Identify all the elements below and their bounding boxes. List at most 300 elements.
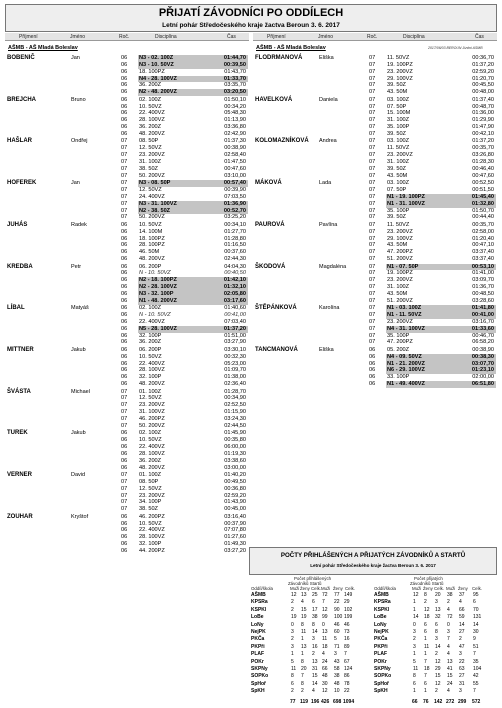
entry-row	[253, 138, 497, 145]
entry-time: 01:43,90	[224, 499, 246, 506]
event-name: 43. 50M	[387, 89, 408, 96]
event-name: N6 - 29. 100VZ	[387, 367, 425, 374]
event-cell	[138, 117, 248, 124]
summary-value: 2	[291, 636, 294, 643]
entry-time: 01:36,90	[223, 200, 246, 207]
summary-value: 12	[322, 688, 328, 695]
summary-value: 15	[312, 673, 318, 680]
summary-value: 0	[291, 621, 294, 628]
event-name: N1 - 49. 400VZ	[387, 381, 425, 388]
entry-row	[253, 229, 497, 236]
summary-value: 5	[413, 658, 416, 665]
entry-row	[253, 131, 497, 138]
event-cell	[386, 305, 496, 312]
summary-value: 131	[473, 614, 482, 621]
entry-time: 00:34,20	[224, 103, 246, 110]
summary-value: 14	[413, 614, 419, 621]
birth-year: 06	[121, 457, 128, 464]
summary-value: 8	[301, 621, 304, 628]
event-name: 28. 100VZ	[139, 117, 165, 124]
event-cell	[386, 242, 496, 249]
event-name: 34. 100P	[139, 499, 162, 506]
entry-row	[5, 430, 249, 437]
birth-year: 07	[121, 165, 128, 172]
summary-club: LoNy	[374, 621, 387, 628]
summary-club: LoBe	[251, 614, 264, 621]
summary-sub-right: Závodníků Startů	[410, 581, 444, 586]
summary-value: 17	[312, 606, 318, 613]
birth-year: 06	[121, 263, 128, 270]
summary-value: 2	[312, 651, 315, 658]
birth-year: 07	[369, 325, 376, 332]
summary-value: 3	[435, 599, 438, 606]
event-name: N4 - 31. 100VZ	[387, 325, 425, 332]
entry-time: 00:36,80	[224, 485, 246, 492]
birth-year: 07	[121, 388, 128, 395]
event-name: 22. 400VZ	[139, 318, 165, 325]
entry-time: 03:07,70	[471, 360, 494, 367]
athlete-surname: MITTNER	[7, 346, 34, 353]
right-column-header	[253, 33, 497, 41]
summary-club: PKČa	[251, 636, 265, 643]
event-cell	[138, 339, 248, 346]
event-name: 31. 100Z	[387, 158, 410, 165]
entry-time: 00:34,10	[224, 221, 246, 228]
event-name: 48. 200VZ	[139, 381, 165, 388]
event-cell	[386, 229, 496, 236]
event-name: 43. 50M	[387, 172, 408, 179]
entry-row	[253, 264, 497, 271]
event-cell	[138, 180, 248, 187]
event-name: N2 - 18. 100PZ	[139, 277, 177, 284]
birth-year: 06	[121, 103, 128, 110]
entry-row	[5, 110, 249, 117]
entry-row	[5, 222, 249, 229]
summary-col-header: Ženy	[458, 586, 468, 591]
athlete-surname: HOFEREK	[7, 180, 37, 187]
event-name: 29. 100VZ	[387, 235, 413, 242]
birth-year: 07	[369, 103, 376, 110]
athlete-firstname: Daniela	[319, 96, 338, 103]
entry-row	[5, 367, 249, 374]
entry-row	[253, 374, 497, 381]
summary-value: 4	[459, 599, 462, 606]
summary-value: 89	[344, 643, 350, 650]
entry-time: 00:57,40	[223, 180, 246, 187]
summary-group-right: Počet přijatých	[414, 576, 443, 581]
entry-time: 00:47,60	[224, 165, 246, 172]
event-cell	[386, 326, 496, 333]
event-cell	[138, 347, 248, 354]
event-name: 33. 100P	[387, 374, 410, 381]
summary-value: 1	[413, 606, 416, 613]
athlete-firstname: Matyáš	[71, 305, 89, 312]
entry-time: 00:37,90	[224, 520, 246, 527]
event-name: 12. 50VZ	[139, 485, 162, 492]
summary-value: 14	[312, 629, 318, 635]
event-cell	[138, 284, 248, 291]
birth-year: 07	[369, 305, 376, 312]
entry-row	[5, 284, 249, 291]
summary-value: 11	[413, 666, 419, 672]
event-name: N4 - 28. 100VZ	[139, 75, 177, 82]
birth-year: 06	[121, 96, 128, 103]
summary-value: 3	[291, 629, 294, 635]
entry-time: 03:20,50	[223, 89, 246, 96]
birth-year: 06	[121, 353, 128, 360]
birth-year: 07	[369, 117, 376, 124]
summary-total: 272	[446, 699, 455, 705]
entry-time: 01:38,00	[224, 374, 246, 381]
entry-row	[5, 145, 249, 152]
birth-year: 06	[121, 450, 128, 457]
summary-value: 13	[322, 629, 328, 635]
event-name: 31. 100Z	[387, 284, 410, 291]
birth-year: 07	[121, 472, 128, 478]
event-name: 44. 200PZ	[139, 547, 165, 554]
summary-value: 6	[413, 680, 416, 687]
event-name: 22. 400VZ	[139, 527, 165, 534]
event-cell	[138, 514, 248, 521]
entry-row	[5, 256, 249, 263]
summary-value: 10	[334, 688, 340, 695]
birth-year: 07	[369, 214, 376, 221]
entry-row	[5, 326, 249, 333]
event-name: 48. 200VZ	[139, 256, 165, 263]
entry-time: 01:37,20	[472, 138, 494, 145]
entry-row	[5, 506, 249, 513]
entry-row	[253, 298, 497, 305]
entry-row	[5, 180, 249, 187]
entry-time: 00:41,00	[224, 312, 246, 319]
club-heading-left: AŠMB - AŠ Mladá Boleslav	[8, 45, 78, 51]
summary-value: 22	[459, 658, 465, 665]
summary-value: 48	[334, 680, 340, 687]
summary-total: 1094	[343, 699, 355, 705]
birth-year: 07	[121, 207, 128, 214]
entry-row	[253, 312, 497, 319]
birth-year: 07	[121, 485, 128, 492]
summary-value: 11	[424, 643, 430, 650]
entry-time: 00:53,10	[471, 263, 494, 270]
summary-value: 12	[413, 592, 419, 598]
event-name: 10. 50VZ	[139, 103, 162, 110]
entry-row	[253, 339, 497, 346]
event-name: 02. 100Z	[139, 305, 162, 312]
summary-value: 13	[435, 606, 441, 613]
event-name: 23. 200VZ	[387, 152, 413, 159]
entry-row	[5, 514, 249, 521]
event-cell	[138, 409, 248, 416]
event-cell	[138, 201, 248, 208]
athlete-surname: FLODRMANOVÁ	[255, 55, 303, 61]
birth-year: 06	[369, 353, 376, 360]
summary-value: 4	[447, 606, 450, 613]
summary-club: LoNy	[251, 621, 264, 628]
summary-value: 1	[424, 636, 427, 643]
entry-time: 01:37,40	[472, 96, 494, 103]
entry-row	[5, 236, 249, 243]
summary-value: 31	[459, 680, 465, 687]
athlete-firstname: Petr	[71, 263, 82, 270]
event-cell	[138, 548, 248, 555]
event-name: N1 - 11. 50VZ	[387, 312, 422, 319]
birth-year: 06	[121, 534, 128, 541]
event-cell	[386, 256, 496, 263]
summary-value: 1	[424, 688, 427, 695]
event-name: 10. 50VZ	[139, 221, 162, 228]
entry-row	[5, 97, 249, 104]
summary-value: 24	[447, 680, 453, 687]
summary-value: 24	[322, 658, 328, 665]
entry-time: 01:40,20	[224, 472, 246, 478]
summary-value: 2	[291, 599, 294, 606]
summary-value: 1	[413, 651, 416, 658]
summary-value: 124	[344, 666, 353, 672]
entry-row	[253, 104, 497, 111]
entry-time: 02:58,40	[224, 152, 246, 159]
entry-time: 00:35,80	[224, 437, 246, 444]
entry-time: 01:16,50	[224, 242, 246, 249]
summary-value: 199	[344, 614, 353, 621]
birth-year: 07	[369, 332, 376, 339]
event-name: 22. 400VZ	[139, 360, 165, 367]
entry-row	[5, 242, 249, 249]
summary-value: 38	[447, 592, 453, 598]
entry-row	[5, 229, 249, 236]
event-name: 32. 100P	[139, 541, 162, 548]
birth-year: 06	[121, 256, 128, 263]
event-cell	[138, 124, 248, 131]
summary-value: 8	[312, 621, 315, 628]
event-cell	[386, 173, 496, 180]
entry-row	[253, 97, 497, 104]
event-cell	[138, 264, 248, 271]
entry-row	[5, 479, 249, 486]
summary-club: PLAF	[374, 651, 388, 658]
summary-value: 9	[473, 636, 476, 643]
athlete-surname: ZOUHAR	[7, 513, 33, 520]
entry-row	[253, 291, 497, 298]
birth-year: 07	[121, 138, 128, 145]
entry-time: 01:51,00	[224, 332, 246, 339]
birth-year: 06	[121, 305, 128, 312]
summary-col-header: Ženy	[423, 586, 433, 591]
header-surname: Příjmení	[19, 34, 38, 40]
summary-club: NejPK	[374, 629, 389, 635]
entry-row	[253, 284, 497, 291]
birth-year: 07	[121, 395, 128, 402]
event-cell	[138, 55, 248, 62]
summary-value: 86	[344, 673, 350, 680]
birth-year: 06	[121, 339, 128, 346]
entry-time: 00:51,50	[472, 186, 494, 193]
event-cell	[138, 395, 248, 402]
event-cell	[386, 277, 496, 284]
event-cell	[386, 69, 496, 76]
birth-year: 06	[369, 360, 376, 367]
event-name: 28. 100VZ	[139, 534, 165, 541]
athlete-surname: VERNER	[7, 472, 33, 478]
birth-year: 06	[121, 374, 128, 381]
event-name: 47. 200PZ	[387, 249, 413, 256]
summary-value: 1	[413, 599, 416, 606]
entry-time: 02:52,50	[224, 402, 246, 409]
birth-year: 07	[369, 138, 376, 145]
athlete-surname: JUHÁS	[7, 221, 28, 228]
summary-total: 196	[311, 699, 320, 705]
event-cell	[138, 145, 248, 152]
birth-year: 06	[121, 437, 128, 444]
summary-value: 77	[334, 592, 340, 598]
entry-time: 03:27,90	[224, 339, 246, 346]
event-cell	[138, 389, 248, 396]
event-name: 35. 100P	[387, 124, 410, 131]
summary-club: KPSRa	[251, 599, 268, 606]
event-cell	[138, 465, 248, 472]
entry-row	[5, 361, 249, 368]
event-name: 43. 50M	[387, 290, 408, 297]
entry-time: 00:38,90	[472, 346, 494, 353]
summary-value: 2	[424, 599, 427, 606]
entry-row	[253, 69, 497, 76]
event-cell	[386, 145, 496, 152]
summary-value: 13	[312, 658, 318, 665]
birth-year: 06	[121, 541, 128, 548]
event-cell	[138, 381, 248, 388]
event-cell	[138, 187, 248, 194]
athlete-firstname: Eliška	[319, 55, 334, 61]
event-cell	[386, 138, 496, 145]
summary-value: 2	[291, 606, 294, 613]
athlete-surname: HAŠLAR	[7, 138, 32, 145]
summary-value: 16	[312, 643, 318, 650]
entry-time: 02:44,30	[224, 256, 246, 263]
header-name: Jméno	[318, 34, 334, 40]
birth-year: 06	[121, 228, 128, 235]
event-cell	[138, 458, 248, 465]
birth-year: 06	[121, 75, 128, 82]
entry-row	[253, 187, 497, 194]
summary-value: 90	[334, 606, 340, 613]
summary-value: 38	[312, 614, 318, 621]
event-cell	[386, 180, 496, 187]
summary-value: 4	[322, 651, 325, 658]
event-name: 50. 200VZ	[139, 214, 165, 221]
entry-time: 00:37,60	[224, 249, 246, 256]
birth-year: 06	[121, 124, 128, 131]
entry-row	[253, 242, 497, 249]
entry-row	[5, 69, 249, 76]
event-name: 50. 200VZ	[139, 172, 165, 179]
entry-time: 01:29,90	[472, 117, 494, 124]
event-name: 38. 50Z	[139, 506, 158, 513]
entry-time: 05:48,30	[224, 110, 246, 117]
summary-value: 3	[459, 688, 462, 695]
entry-row	[5, 437, 249, 444]
summary-value: 8	[301, 658, 304, 665]
entry-time: 00:32,30	[224, 353, 246, 360]
event-name: N3 - 32. 100P	[139, 290, 174, 297]
birth-year: 07	[121, 422, 128, 429]
event-cell	[138, 374, 248, 381]
summary-value: 14	[312, 680, 318, 687]
entry-row	[5, 534, 249, 541]
summary-col-header: Oddíl/škola	[251, 586, 273, 591]
birth-year: 07	[369, 318, 376, 325]
event-name: N5 - 28. 100VZ	[139, 325, 177, 332]
entry-row	[5, 131, 249, 138]
event-name: 47. 200PZ	[387, 339, 413, 346]
birth-year: 07	[369, 61, 376, 68]
entry-time: 01:32,80	[471, 200, 494, 207]
event-name: 32. 100P	[139, 332, 162, 339]
entry-time: 01:15,90	[224, 409, 246, 416]
birth-year: 06	[369, 381, 376, 388]
event-name: 06. 200P	[139, 263, 162, 270]
entry-time: 06:00,00	[224, 444, 246, 450]
athlete-firstname: Jan	[71, 55, 80, 61]
entry-time: 03:30,10	[224, 346, 246, 353]
event-name: 19. 100PZ	[387, 61, 413, 68]
entry-time: 03:35,70	[224, 82, 246, 89]
athlete-firstname: Ondřej	[71, 138, 88, 145]
summary-total: 66	[412, 699, 418, 705]
event-cell	[386, 124, 496, 131]
entry-row	[253, 347, 497, 354]
entry-time: 07:07,80	[224, 527, 246, 534]
event-cell	[386, 104, 496, 111]
entry-time: 00:45,00	[224, 506, 246, 513]
birth-year: 07	[121, 214, 128, 221]
entry-time: 02:00,00	[472, 374, 494, 381]
entry-time: 02:59,20	[472, 68, 494, 75]
summary-value: 1	[413, 688, 416, 695]
entry-time: 03:00,00	[224, 464, 246, 471]
birth-year: 06	[121, 312, 128, 319]
event-name: 08. 50P	[139, 478, 159, 485]
summary-value: 12	[435, 680, 441, 687]
event-cell	[138, 437, 248, 444]
summary-value: 67	[344, 658, 350, 665]
summary-value: 19	[301, 614, 307, 621]
event-name: 23. 200VZ	[387, 228, 413, 235]
summary-col-header: Muži	[321, 586, 331, 591]
event-name: 03. 100Z	[387, 96, 410, 103]
birth-year: 07	[121, 200, 128, 207]
event-cell	[138, 472, 248, 479]
summary-value: 15	[301, 606, 307, 613]
header-event: Disciplína	[155, 34, 177, 40]
entry-row	[253, 256, 497, 263]
event-cell	[138, 319, 248, 326]
event-cell	[386, 55, 496, 62]
summary-sub-left: Závodníků Startů	[288, 581, 322, 586]
birth-year: 06	[121, 297, 128, 304]
entry-row	[5, 291, 249, 298]
event-cell	[386, 367, 496, 374]
event-cell	[386, 82, 496, 89]
summary-value: 3	[291, 643, 294, 650]
summary-value: 43	[334, 658, 340, 665]
event-cell	[138, 326, 248, 333]
event-cell	[138, 97, 248, 104]
event-name: 01. 100Z	[139, 388, 162, 395]
summary-value: 48	[322, 673, 328, 680]
event-cell	[386, 187, 496, 194]
event-cell	[138, 298, 248, 305]
event-name: 14. 100M	[139, 228, 163, 235]
